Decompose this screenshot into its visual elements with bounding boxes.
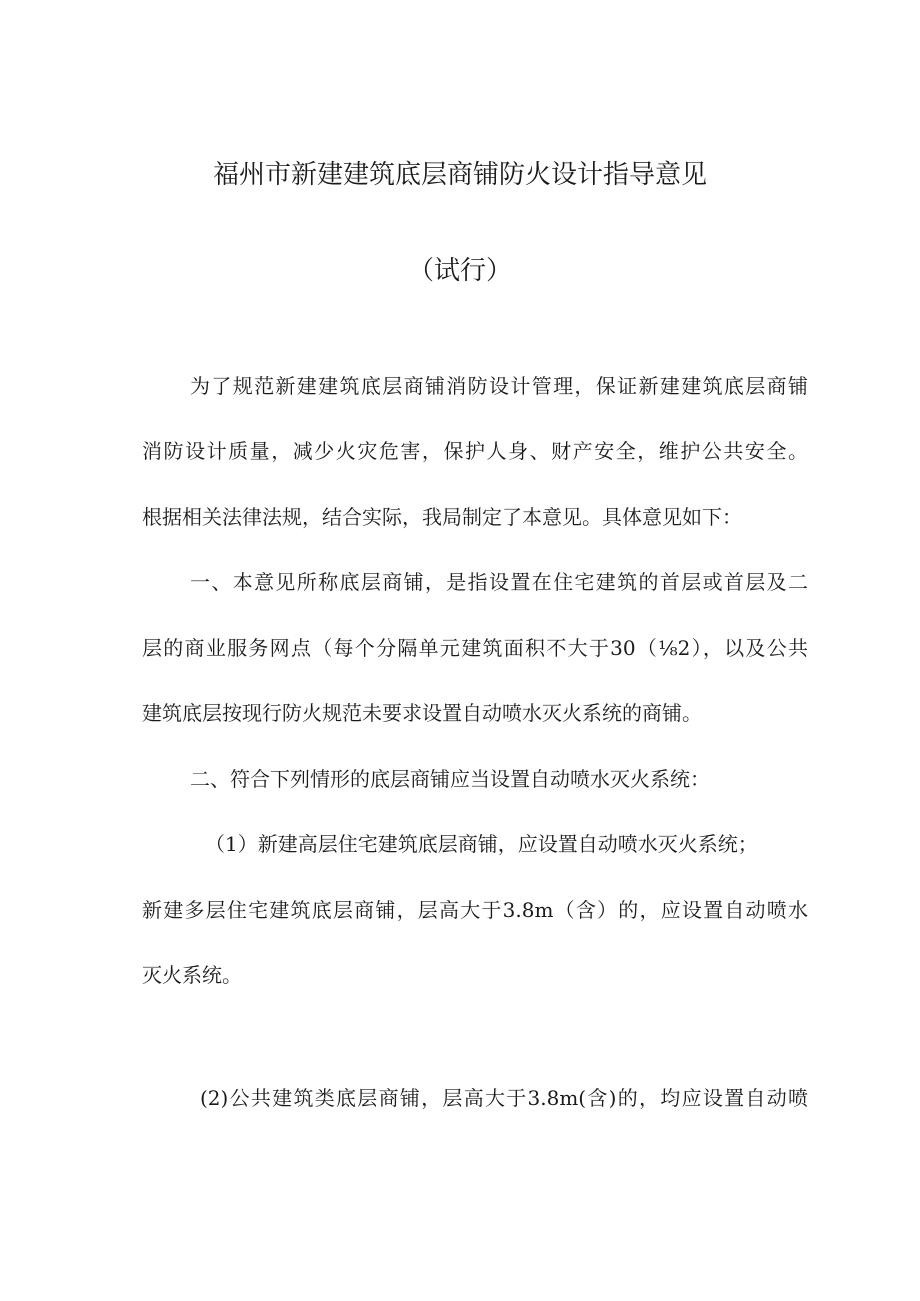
paragraph-line: （1）新建高层住宅建筑底层商铺，应设置自动喷水灭火系统； <box>205 832 758 856</box>
paragraph-line: 灭火系统。 <box>142 963 242 987</box>
paragraph-line: 建筑底层按现行防火规范未要求设置自动喷水灭火系统的商铺。 <box>142 701 702 725</box>
paragraph-line: 二、符合下列情形的底层商铺应当设置自动喷水灭火系统： <box>190 767 710 791</box>
paragraph-line: 根据相关法律法规，结合实际，我局制定了本意见。具体意见如下： <box>142 505 742 529</box>
document-subtitle: （试行） <box>407 256 512 286</box>
paragraph-line: (2)公共建筑类底层商铺，层高大于3.8m(含)的，均应设置自动喷 <box>200 1086 808 1110</box>
paragraph-line: 新建多层住宅建筑底层商铺，层高大于3.8m（含）的，应设置自动喷水 <box>142 898 808 922</box>
document-title: 福州市新建建筑底层商铺防火设计指导意见 <box>212 160 707 190</box>
paragraph-line: 消防设计质量，减少火灾危害，保护人身、财产安全，维护公共安全。 <box>142 439 808 463</box>
paragraph-line: 层的商业服务网点（每个分隔单元建筑面积不大于30（⅛2），以及公共 <box>142 636 808 660</box>
paragraph-line: 为了规范新建建筑底层商铺消防设计管理，保证新建建筑底层商铺 <box>190 374 808 398</box>
paragraph-line: 一、本意见所称底层商铺，是指设置在住宅建筑的首层或首层及二 <box>190 570 808 594</box>
